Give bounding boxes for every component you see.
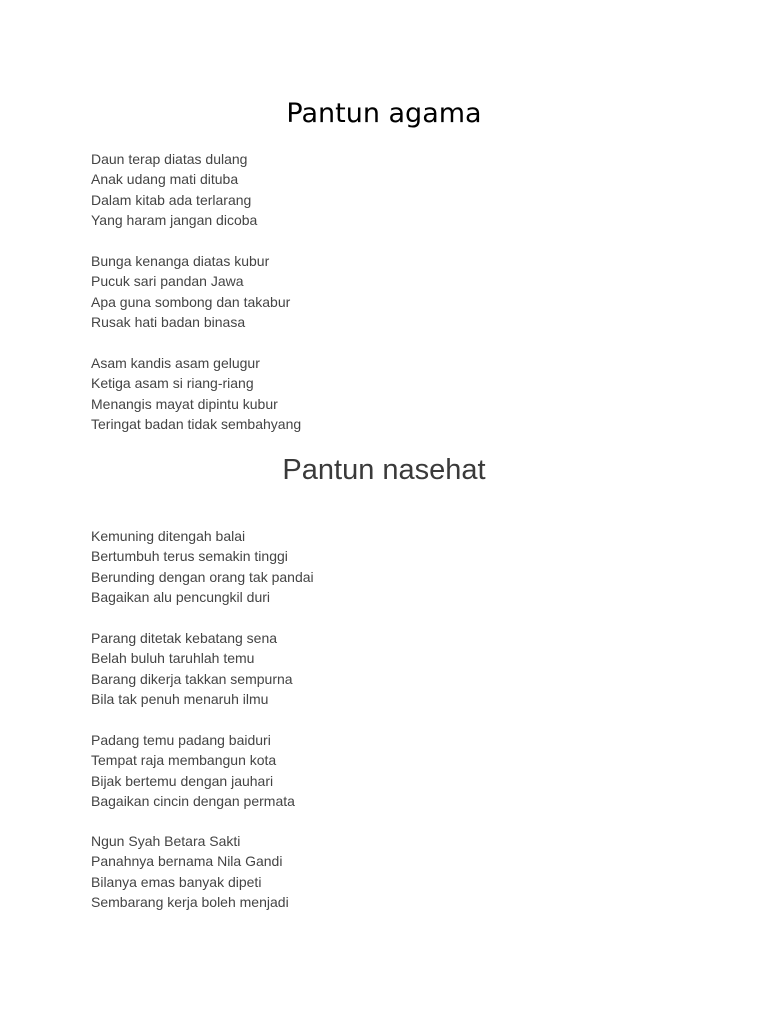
verse-line: Asam kandis asam gelugur (91, 355, 260, 371)
verse-line: Anak udang mati dituba (91, 171, 239, 188)
verse-line: Ketiga asam si riang-riang (91, 375, 254, 392)
section-title-pantun-agama: Pantun agama (286, 98, 482, 129)
section-title-pantun-nasehat: Pantun nasehat (282, 454, 486, 486)
verse-line: Bilanya emas banyak dipeti (91, 873, 262, 890)
verse-line: Belah buluh taruhlah temu (91, 650, 255, 667)
verse-line: Rusak hati badan binasa (91, 314, 246, 331)
verse-line: Ngun Syah Betara Sakti (91, 833, 241, 849)
verse-line: Bagaikan alu pencungkil duri (91, 589, 271, 606)
verse-line: Pucuk sari pandan Jawa (91, 273, 244, 290)
verse-line: Dalam kitab ada terlarang (91, 191, 252, 208)
verse-line: Kemuning ditengah balai (91, 528, 246, 544)
verse-line: Sembarang kerja boleh menjadi (91, 894, 289, 911)
stanza (91, 831, 289, 913)
verse-line: Barang dikerja takkan sempurna (91, 670, 293, 687)
stanza (91, 526, 314, 608)
verse-line: Tempat raja membangun kota (91, 752, 277, 769)
verse-line: Yang haram jangan dicoba (91, 212, 258, 229)
stanza (91, 149, 257, 231)
verse-line: Berunding dengan orang tak pandai (91, 568, 314, 585)
verse-line: Teringat badan tidak sembahyang (91, 416, 302, 433)
stanza (91, 251, 290, 333)
stanza (91, 628, 293, 710)
verse-line: Bila tak penuh menaruh ilmu (91, 691, 269, 708)
verse-line: Padang temu padang baiduri (91, 732, 271, 748)
verse-line: Bertumbuh terus semakin tinggi (91, 548, 288, 565)
stanza (91, 730, 295, 812)
verse-line: Parang ditetak kebatang sena (91, 630, 278, 646)
verse-line: Bagaikan cincin dengan permata (91, 793, 295, 810)
verse-line: Bunga kenanga diatas kubur (91, 253, 270, 269)
verse-line: Bijak bertemu dengan jauhari (91, 772, 274, 789)
verse-line: Apa guna sombong dan takabur (91, 293, 291, 310)
verse-line: Panahnya bernama Nila Gandi (91, 853, 283, 870)
verse-line: Daun terap diatas dulang (91, 151, 248, 167)
stanza (91, 353, 301, 435)
verse-line: Menangis mayat dipintu kubur (91, 395, 278, 412)
